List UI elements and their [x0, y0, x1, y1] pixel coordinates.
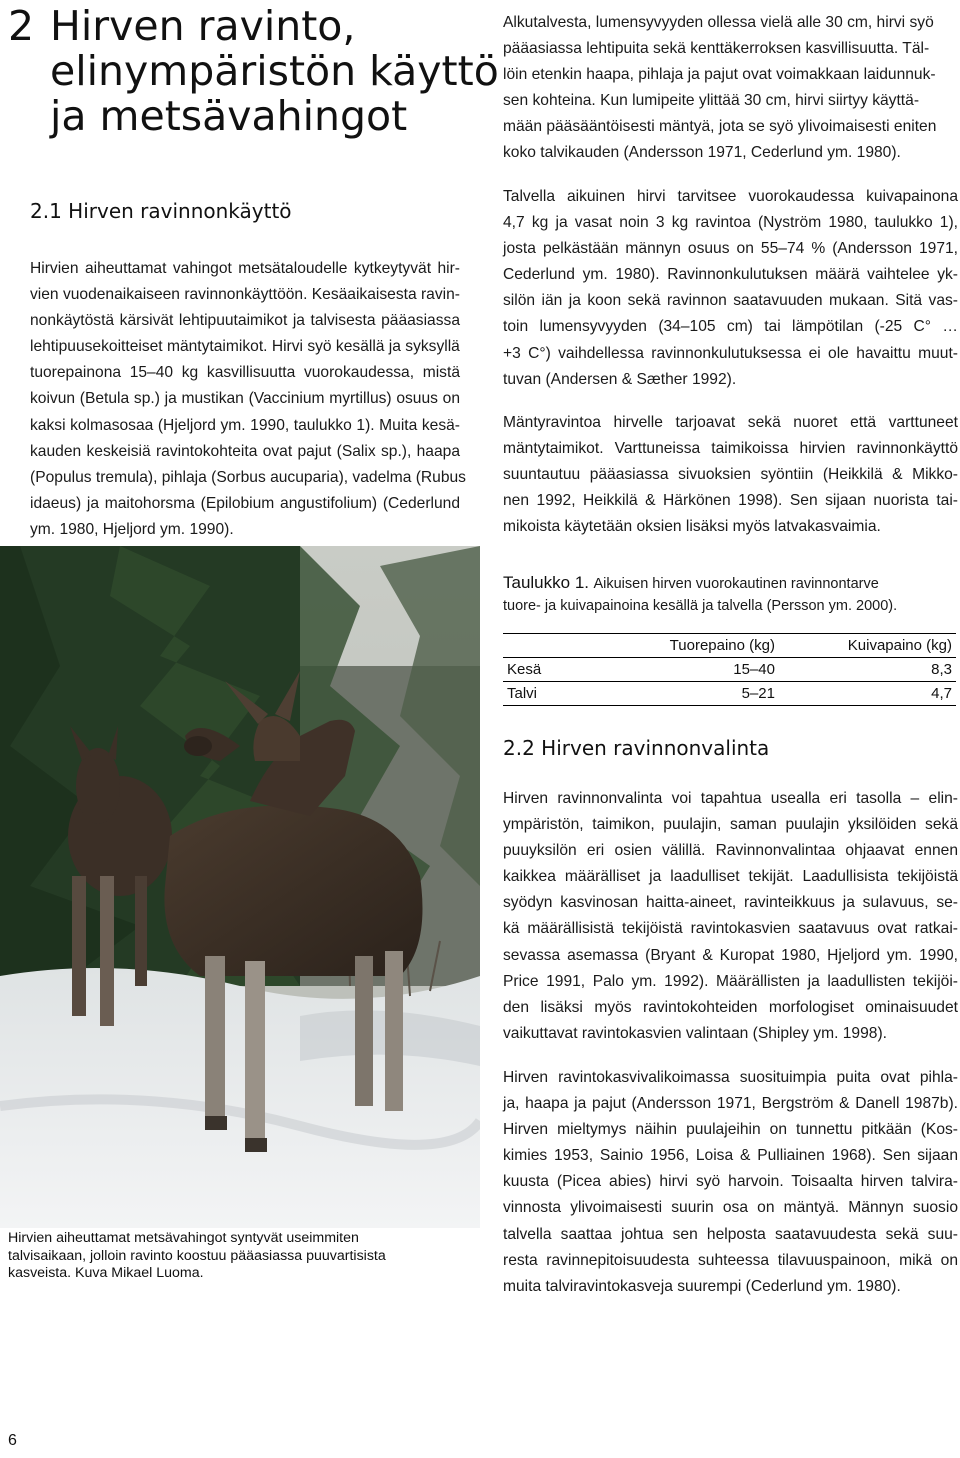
right-paragraph-1	[503, 10, 958, 167]
text-line: ympäristön, taimikon, puulajin, saman puulajin yksilöiden sekä	[503, 816, 958, 834]
text-line: löin etenkin haapa, pihlaja ja pajut ovat voimakkaan laidunnuk-	[503, 66, 936, 84]
text-line: vien vuodenaikaiseen ravinnonkäyttöön. Kesäaikaisesta ravin-	[30, 286, 460, 304]
text-line: Hirven mieltymys näihin puulajeihin on tunnettu pitkään (Kos-	[503, 1121, 958, 1139]
text-line: puuyksilön eri osien välillä. Ravinnonvalintaa ohjaavat ennen	[503, 842, 958, 860]
section2-paragraph-2	[503, 1065, 958, 1300]
table-row	[503, 658, 956, 682]
caption-line: kasveista. Kuva Mikael Luoma.	[8, 1265, 204, 1281]
table-caption-text: Aikuisen hirven vuorokautinen ravinnontarve	[593, 576, 879, 592]
text-line: sen kohteina. Kun lumipeite ylittää 30 cm, hirvi siirtyy käyttä-	[503, 92, 920, 110]
right-paragraph-2	[503, 184, 958, 393]
section-heading-2-2: 2.2 Hirven ravinnonvalinta	[503, 736, 770, 760]
text-line: josta pelkästään männyn osuus on 55–74 % (Andersson 1971,	[503, 240, 958, 258]
text-line: resta ravinnepitoisuudesta suhteessa tilavuuspainoon, mikä on	[503, 1251, 958, 1269]
table-cell: 15–40	[733, 661, 775, 678]
text-line: Price 1991, Palo ym. 1992). Määrällisten ja laadullisten tekijöi-	[503, 972, 958, 990]
text-line: Mäntyravintoa hirvelle tarjoavat sekä nuoret että varttuneet	[503, 414, 958, 431]
chapter-title-line: Hirven ravinto,	[50, 2, 356, 50]
text-line: nonkäytöstä kärsivät lehtipuutaimikot ja talvisesta pääasiassa	[30, 312, 460, 330]
text-line: syödyn kasvinosan haitta-aineet, ravinteikkuus ja sulavuus, se-	[503, 894, 958, 912]
text-line: idaeus) ja maitohorsma (Epilobium angustifolium) (Cederlund	[30, 494, 460, 512]
text-line: (Populus tremula), pihlaja (Sorbus aucuparia), vadelma (Rubus	[30, 468, 466, 486]
page-number: 6	[8, 1432, 17, 1449]
table-caption	[503, 573, 958, 593]
text-line: mäntytaimikot. Varttuneissa taimikoissa hirvien ravinnonkäyttö	[503, 440, 958, 458]
text-line: Alkutalvesta, lumensyvyyden ollessa vielä alle 30 cm, hirvi syö	[503, 14, 934, 31]
table-cell: Kesä	[507, 661, 542, 678]
text-line: Cederlund ym. 1980). Ravinnonkulutuksen määrä vaihtelee yk-	[503, 266, 958, 284]
table-header-cell: Kuivapaino (kg)	[847, 637, 952, 654]
table-caption-label: Taulukko 1.	[503, 573, 589, 592]
text-line: silön iän ja koon sekä ravinnon saatavuuden mukaan. Sitä vas-	[503, 292, 958, 310]
section2-paragraph-1	[503, 786, 958, 1047]
table-1	[503, 633, 956, 706]
text-line: toin lumensyvyyden (34–105 cm) tai lämpötilan (-25 C° …	[503, 318, 958, 336]
text-line: ym. 1980, Hjeljord ym. 1990).	[30, 520, 234, 538]
caption-line: Hirvien aiheuttamat metsävahingot syntyvät useimmiten	[8, 1230, 359, 1246]
text-line: vinnosta ylivoimaisesti suurin osa on mäntyä. Männyn suosio	[503, 1199, 958, 1217]
text-line: muita talviravintokasveja suurempi (Cederlund ym. 1980).	[503, 1277, 901, 1295]
table-header-row	[503, 634, 956, 658]
table-cell: Talvi	[507, 685, 538, 702]
text-line: kä määrällisistä tekijöistä ravintokasvien saatavuus ovat ratkai-	[503, 920, 958, 938]
text-line: kaikkea määrälliset ja laadulliset tekijät. Laadullisista tekijöistä	[503, 868, 958, 886]
text-line: ja, haapa ja pajut (Andersson 1971, Bergström & Danell 1987b).	[503, 1095, 958, 1113]
text-line: Hirven ravinnonvalinta voi tapahtua usealla eri tasolla – elin-	[503, 790, 958, 807]
text-line: +3 C°) vaihdellessa ravinnonkulutuksessa ei ole havaittu muut-	[503, 344, 958, 362]
table-cell: 5–21	[741, 685, 775, 702]
right-paragraph-3	[503, 410, 958, 540]
table-caption-line2: tuore- ja kuivapainoina kesällä ja talvella (Persson ym. 2000).	[503, 598, 898, 614]
text-line: tuorepainona 15–40 kg kasvillisuutta vuorokaudessa, mistä	[30, 364, 460, 382]
caption-line: talvisaikaan, jolloin ravinto koostuu pääasiassa puuvartisista	[8, 1247, 386, 1264]
text-line: 4,7 kg ja vasat noin 3 kg ravintoa (Nyström 1980, taulukko 1),	[503, 214, 958, 232]
text-line: mikoista käytetään oksien lisäksi myös latvakasvaimia.	[503, 518, 881, 536]
text-line: koivun (Betula sp.) ja mustikan (Vaccinium myrtillus) osuus on	[30, 390, 460, 408]
text-line: kuusta (Picea abies) hirvi syö harvoin. Toisaalta hirven talvira-	[503, 1173, 958, 1191]
moose-photo	[0, 546, 480, 1228]
table-header-cell	[503, 634, 631, 658]
text-line: pääasiassa lehtipuita sekä kenttäkerroksen kasvillisuutta. Täl-	[503, 40, 930, 58]
photo-caption	[0, 1228, 480, 1284]
text-line: Talvella aikuinen hirvi tarvitsee vuorokaudessa kuivapainona	[503, 188, 958, 205]
text-line: mään pääsääntöisesti mäntyä, jota se syö ylivoimaisesti eniten	[503, 118, 937, 136]
text-line: kimies 1953, Sainio 1956, Loisa & Pulliainen 1968). Sen sijaan	[503, 1147, 958, 1165]
text-line: suuntautuu pääasiassa sivuoksien syöntiin (Heikkilä & Mikko-	[503, 466, 958, 484]
text-line: lehtipuusekoitteiset mäntytaimikot. Hirvi syö kesällä ja syksyllä	[30, 338, 460, 356]
chapter-title-line: ja metsävahingot	[50, 92, 408, 140]
table-cell: 8,3	[931, 661, 952, 678]
table-header-cell: Tuorepaino (kg)	[669, 637, 775, 654]
chapter-number: 2	[8, 2, 35, 50]
text-line: talvella saattaa johtua sen helposta saatavuudesta sekä suu-	[503, 1225, 958, 1243]
text-line: kaksi kolmasosaa (Hjeljord ym. 1990, taulukko 1). Muita kesä-	[30, 416, 460, 434]
text-line: vaikuttavat ravintokasvien valintaan (Shipley ym. 1998).	[503, 1024, 887, 1042]
text-line: kauden keskeisiä ravintokohteita ovat pajut (Salix sp.), haapa	[30, 442, 460, 460]
text-line: koko talvikauden (Andersson 1971, Cederlund ym. 1980).	[503, 144, 901, 162]
text-line: den lisäksi myös ravintokohteiden morfologiset ominaisuudet	[503, 998, 958, 1016]
text-line: sevassa asemassa (Bryant & Kuropat 1980, Hjeljord ym. 1990,	[503, 946, 958, 964]
text-line: nen 1992, Heikkilä & Härkönen 1998). Sen sijaan nuorista tai-	[503, 492, 958, 510]
section1-paragraph	[30, 256, 466, 543]
table-row	[503, 682, 956, 706]
text-line: tuvan (Andersen & Sæther 1992).	[503, 370, 737, 388]
text-line: Hirven ravintokasvivalikoimassa suosituimpia puita ovat pihla-	[503, 1069, 958, 1086]
table-cell: 4,7	[931, 685, 952, 702]
section-heading-2-1: 2.1 Hirven ravinnonkäyttö	[30, 199, 292, 223]
chapter-title-line: elinympäristön käyttö	[50, 47, 499, 95]
text-line: Hirvien aiheuttamat vahingot metsätaloudelle kytkeytyvät hir-	[30, 260, 460, 277]
